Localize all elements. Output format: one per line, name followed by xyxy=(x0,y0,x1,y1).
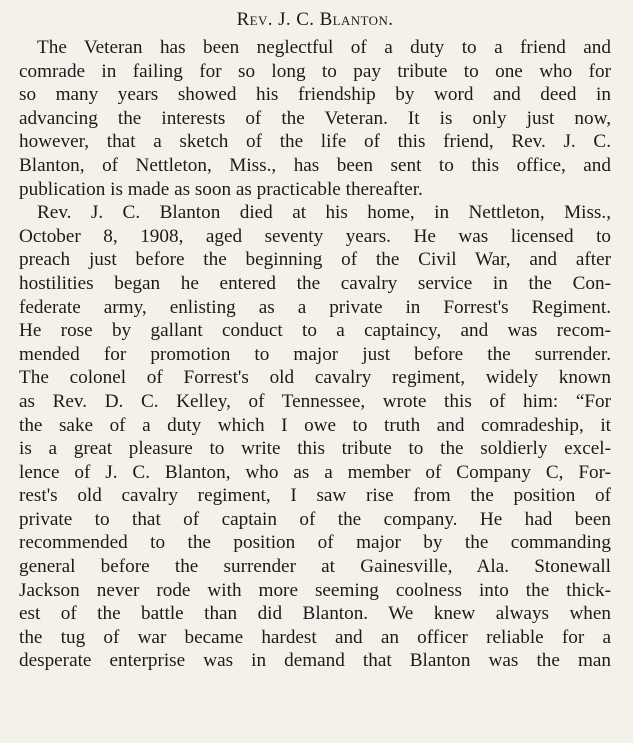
paragraph-1 xyxy=(19,36,611,201)
text-line: lence of J. C. Blanton, who as a member of Company C, For- xyxy=(19,461,611,483)
text-line: the sake of a duty which I owe to truth and comradeship, it xyxy=(19,414,611,436)
text-line: advancing the interests of the Veteran. It is only just now, xyxy=(19,107,611,129)
text-line: He rose by gallant conduct to a captaincy, and was recom- xyxy=(19,320,611,342)
text-line: federate army, enlisting as a private in Forrest's Regiment. xyxy=(19,296,611,318)
text-line: mended for promotion to major just before the surrender. xyxy=(19,343,611,365)
text-line: Rev. J. C. Blanton died at his home, in Nettleton, Miss., xyxy=(37,202,611,224)
article-title: Rev. J. C. Blanton. xyxy=(236,9,394,30)
text-line: the tug of war became hardest and an officer reliable for a xyxy=(19,626,611,648)
text-line: The colonel of Forrest's old cavalry regiment, widely known xyxy=(19,367,611,389)
text-line: publication is made as soon as practicable thereafter. xyxy=(19,178,423,200)
paragraph-2 xyxy=(19,201,611,673)
text-line: so many years showed his friendship by word and deed in xyxy=(19,84,611,106)
text-line: is a great pleasure to write this tribute to the soldierly excel- xyxy=(19,438,611,460)
text-line: private to that of captain of the company. He had been xyxy=(19,508,611,530)
text-line: preach just before the beginning of the Civil War, and after xyxy=(19,249,611,271)
text-line: as Rev. D. C. Kelley, of Tennessee, wrote this of him: “For xyxy=(19,390,611,412)
text-line: rest's old cavalry regiment, I saw rise from the position of xyxy=(19,485,611,507)
text-line: October 8, 1908, aged seventy years. He was licensed to xyxy=(19,225,611,247)
text-line: est of the battle than did Blanton. We knew always when xyxy=(19,603,611,625)
text-line: desperate enterprise was in demand that Blanton was the man xyxy=(19,650,611,672)
text-line: comrade in failing for so long to pay tribute to one who for xyxy=(19,60,611,82)
text-line: Jackson never rode with more seeming coolness into the thick- xyxy=(19,579,611,601)
text-line: The Veteran has been neglectful of a duty to a friend and xyxy=(37,37,611,58)
text-line: however, that a sketch of the life of this friend, Rev. J. C. xyxy=(19,131,611,153)
text-line: Blanton, of Nettleton, Miss., has been sent to this office, and xyxy=(19,154,611,176)
text-line: recommended to the position of major by the commanding xyxy=(19,532,611,554)
text-line: hostilities began he entered the cavalry service in the Con- xyxy=(19,272,611,294)
text-line: general before the surrender at Gainesville, Ala. Stonewall xyxy=(19,556,611,578)
